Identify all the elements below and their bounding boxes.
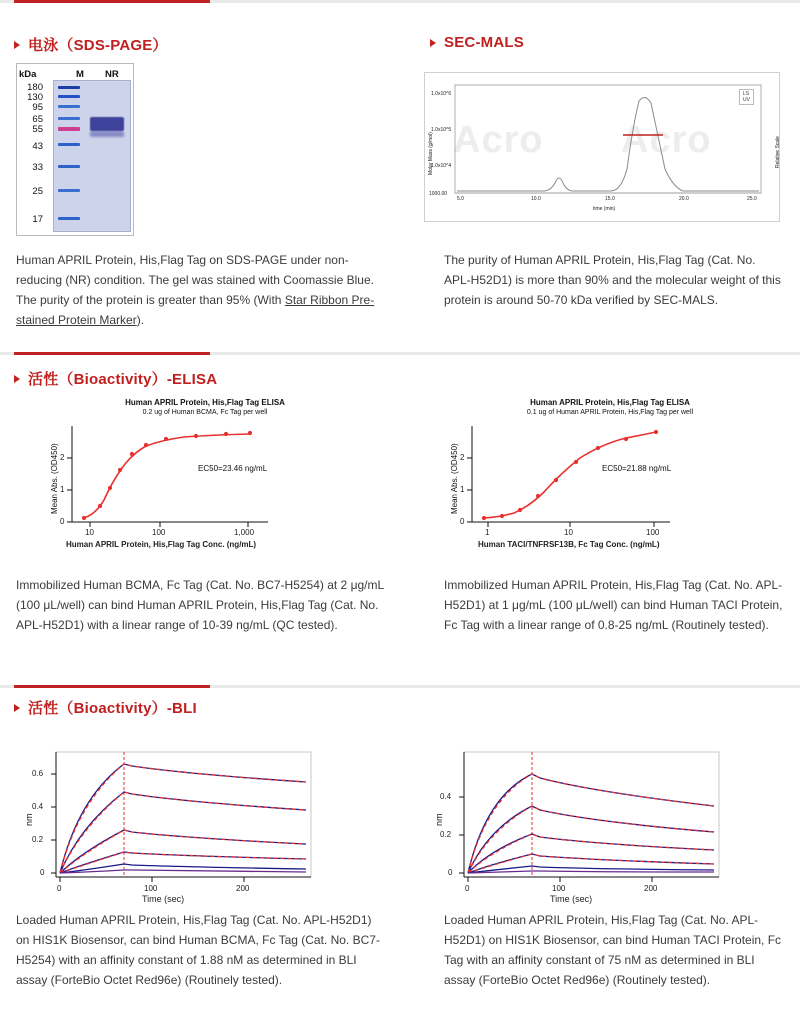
bli-bcma-chart (16, 740, 396, 905)
x-tick-label: 1,000 (234, 528, 255, 537)
section-heading-bioactivity-bli (14, 697, 197, 718)
caption-sec-mals (444, 250, 784, 310)
gel-mw-label: 43 (32, 141, 43, 152)
y-tick-label: 0.2 (440, 830, 452, 839)
chart-subtitle: 0.2 ug of Human BCMA, Fc Tag per well (142, 409, 268, 416)
x-tick-label: 15.0 (605, 196, 615, 202)
caption-elisa-left (16, 575, 386, 635)
sec-mals-plot-svg (425, 73, 781, 223)
y-axis-label: Molar Mass (g/mol) (428, 132, 434, 175)
section-heading-label: 活性（Bioactivity）-BLI (28, 700, 197, 717)
divider-accent (14, 0, 210, 3)
gel-lane-label-nr: NR (105, 69, 119, 80)
caption-text: Human APRIL Protein, His,Flag Tag on SDS-PAGE under non-reducing (NR) condition. The gel was stained with Coomassie Blue. The purity of the protein is greater than 95% (With (16, 253, 374, 307)
section-divider-bli (0, 685, 800, 688)
gel-sample-band-smear (90, 131, 124, 137)
section-heading-bioactivity-elisa (14, 368, 217, 389)
y-tick-label: 1000.00 (429, 191, 448, 197)
elisa-bcma-plot-svg (20, 396, 390, 556)
gel-mw-label: 33 (32, 162, 43, 173)
y-tick-label: 1.0x10^5 (431, 127, 452, 133)
y-axis-label: Mean Abs. (OD450) (50, 443, 59, 514)
x-axis-label: Time (sec) (550, 894, 593, 904)
gel-marker-band (58, 217, 80, 220)
y-tick-label: 0 (460, 517, 465, 526)
chart-subtitle: 0.1 ug of Human APRIL Protein, His,Flag Tag per well (526, 409, 694, 416)
section-heading-sec-mals (430, 34, 524, 51)
x-tick-label: 5.0 (457, 196, 464, 202)
caption-text: Loaded Human APRIL Protein, His,Flag Tag (Cat. No. APL-H52D1) on HIS1K Biosensor, can bind Human BCMA, Fc Tag (Cat. No. BC7-H5254) with an affinity constant of 1.88 nM as determined in BLI assay (ForteBio Octet Red96e) (Routinely tested). (16, 913, 380, 987)
gel-marker-band (58, 105, 80, 108)
x-tick-label: 1 (485, 528, 490, 537)
gel-marker-band (58, 117, 80, 120)
chart-title: Human APRIL Protein, His,Flag Tag ELISA (530, 398, 690, 407)
gel-mw-label: 17 (32, 214, 43, 225)
gel-marker-band (58, 143, 80, 146)
gel-unit-label: kDa (19, 69, 37, 80)
caption-text: The purity of Human APRIL Protein, His,Flag Tag (Cat. No. APL-H52D1) is more than 90% and the molecular weight of this protein is around 50-70 kDa verified by SEC-MALS. (444, 253, 781, 307)
x-tick-label: 10 (85, 528, 94, 537)
section-divider-top (0, 0, 800, 3)
chart-title: Human APRIL Protein, His,Flag Tag ELISA (125, 398, 285, 407)
x-tick-label: 100 (152, 528, 166, 537)
gel-marker-band (58, 127, 80, 131)
x-axis-label: time (min) (593, 206, 616, 212)
divider-accent (14, 685, 210, 688)
y-tick-label: 0.4 (440, 792, 452, 801)
caption-text: Immobilized Human BCMA, Fc Tag (Cat. No. BC7-H5254) at 2 μg/mL (100 μL/well) can bind Human APRIL Protein, His,Flag Tag (Cat. No. APL-H52D1) with a linear range of 10-39 ng/mL (QC tested). (16, 578, 384, 632)
x-tick-label: 100 (552, 884, 566, 893)
section-divider-elisa (0, 352, 800, 355)
x-tick-label: 0 (465, 884, 470, 893)
section-heading-sds-page (14, 34, 168, 55)
y-axis-label: nm (24, 813, 34, 826)
elisa-bcma-chart (20, 396, 390, 556)
bli-taci-chart (430, 740, 800, 905)
elisa-taci-plot-svg (430, 396, 790, 556)
y-tick-label: 0 (60, 517, 65, 526)
gel-mw-label: 130 (27, 92, 43, 103)
section-heading-label: SEC-MALS (444, 34, 524, 51)
x-tick-label: 200 (236, 884, 250, 893)
gel-mw-label: 25 (32, 186, 43, 197)
y-tick-label: 0.4 (32, 802, 44, 811)
y-tick-label: 0 (40, 868, 45, 877)
caption-bli-right (444, 910, 784, 990)
bli-taci-plot-svg (430, 740, 800, 905)
y-tick-label: 1.0x10^4 (431, 163, 452, 169)
gel-mw-label: 180 (27, 82, 43, 93)
section-heading-label: 电泳（SDS-PAGE） (28, 37, 168, 54)
section-heading-label: 活性（Bioactivity）-ELISA (28, 371, 218, 388)
gel-mw-label: 95 (32, 102, 43, 113)
divider-accent (14, 352, 210, 355)
gel-sample-band (90, 117, 124, 131)
y-tick-label: 1 (460, 485, 465, 494)
gel-marker-band (58, 95, 80, 98)
y-tick-label: 1.0x10^6 (431, 91, 452, 97)
caption-underlined-text: Star Ribbon Pre-stained Protein Marker (16, 293, 375, 327)
sds-page-gel-image (16, 63, 134, 236)
caption-text: Loaded Human APRIL Protein, His,Flag Tag (Cat. No. APL-H52D1) on HIS1K Biosensor, can bind Human TACI Protein, Fc Tag with an affinity constant of 75 nM as determined in BLI assay (ForteBio Octet Red96e) (Routinely tested). (444, 913, 782, 987)
y-tick-label: 0.2 (32, 835, 44, 844)
caption-bli-left (16, 910, 386, 990)
x-axis-label: Human TACI/TNFRSF13B, Fc Tag Conc. (ng/mL) (478, 540, 660, 549)
y-axis-label: Mean Abs. (OD450) (450, 443, 459, 514)
watermark-text: Acro (621, 119, 712, 161)
gel-mw-label: 55 (32, 124, 43, 135)
triangle-bullet-icon (430, 39, 436, 47)
x-tick-label: 100 (144, 884, 158, 893)
legend-item: UV (743, 97, 750, 103)
x-axis-label: Time (sec) (142, 894, 185, 904)
x-tick-label: 10 (564, 528, 573, 537)
x-tick-label: 20.0 (679, 196, 689, 202)
y-tick-label: 0.6 (32, 769, 44, 778)
triangle-bullet-icon (14, 704, 20, 712)
y-tick-label: 0 (448, 868, 453, 877)
y-axis-label: nm (434, 813, 444, 826)
triangle-bullet-icon (14, 41, 20, 49)
gel-marker-band (58, 165, 80, 168)
x-tick-label: 200 (644, 884, 658, 893)
x-tick-label: 25.0 (747, 196, 757, 202)
caption-sds-page (16, 250, 386, 330)
gel-marker-band (58, 189, 80, 192)
x-axis-label: Human APRIL Protein, His,Flag Tag Conc. (ng/mL) (66, 540, 257, 549)
bli-bcma-plot-svg (16, 740, 396, 905)
triangle-bullet-icon (14, 375, 20, 383)
x-tick-label: 100 (646, 528, 660, 537)
gel-marker-band (58, 86, 80, 89)
gel-lane-area (53, 80, 131, 232)
caption-elisa-right (444, 575, 784, 635)
ec50-annotation: EC50=21.88 ng/mL (602, 464, 672, 473)
y-tick-label: 2 (60, 453, 65, 462)
gel-mw-label: 65 (32, 114, 43, 125)
sec-mals-chart (424, 72, 780, 222)
sec-mals-legend (739, 89, 754, 105)
x-tick-label: 0 (57, 884, 62, 893)
watermark-text: Acro (453, 119, 544, 161)
y-tick-label: 2 (460, 453, 465, 462)
caption-text-tail: ). (136, 313, 145, 327)
y-tick-label: 1 (60, 485, 65, 494)
x-tick-label: 10.0 (531, 196, 541, 202)
ec50-annotation: EC50=23.46 ng/mL (198, 464, 268, 473)
legend-item: LS (743, 91, 750, 97)
caption-text: Immobilized Human APRIL Protein, His,Flag Tag (Cat. No. APL-H52D1) at 1 μg/mL (100 μL/well) can bind Human TACI Protein, Fc Tag with a linear range of 0.8-25 ng/mL (Routinely tested). (444, 578, 783, 632)
gel-lane-label-m: M (76, 69, 84, 80)
elisa-taci-chart (430, 396, 790, 556)
secondary-y-axis-label: Relative Scale (775, 136, 781, 168)
